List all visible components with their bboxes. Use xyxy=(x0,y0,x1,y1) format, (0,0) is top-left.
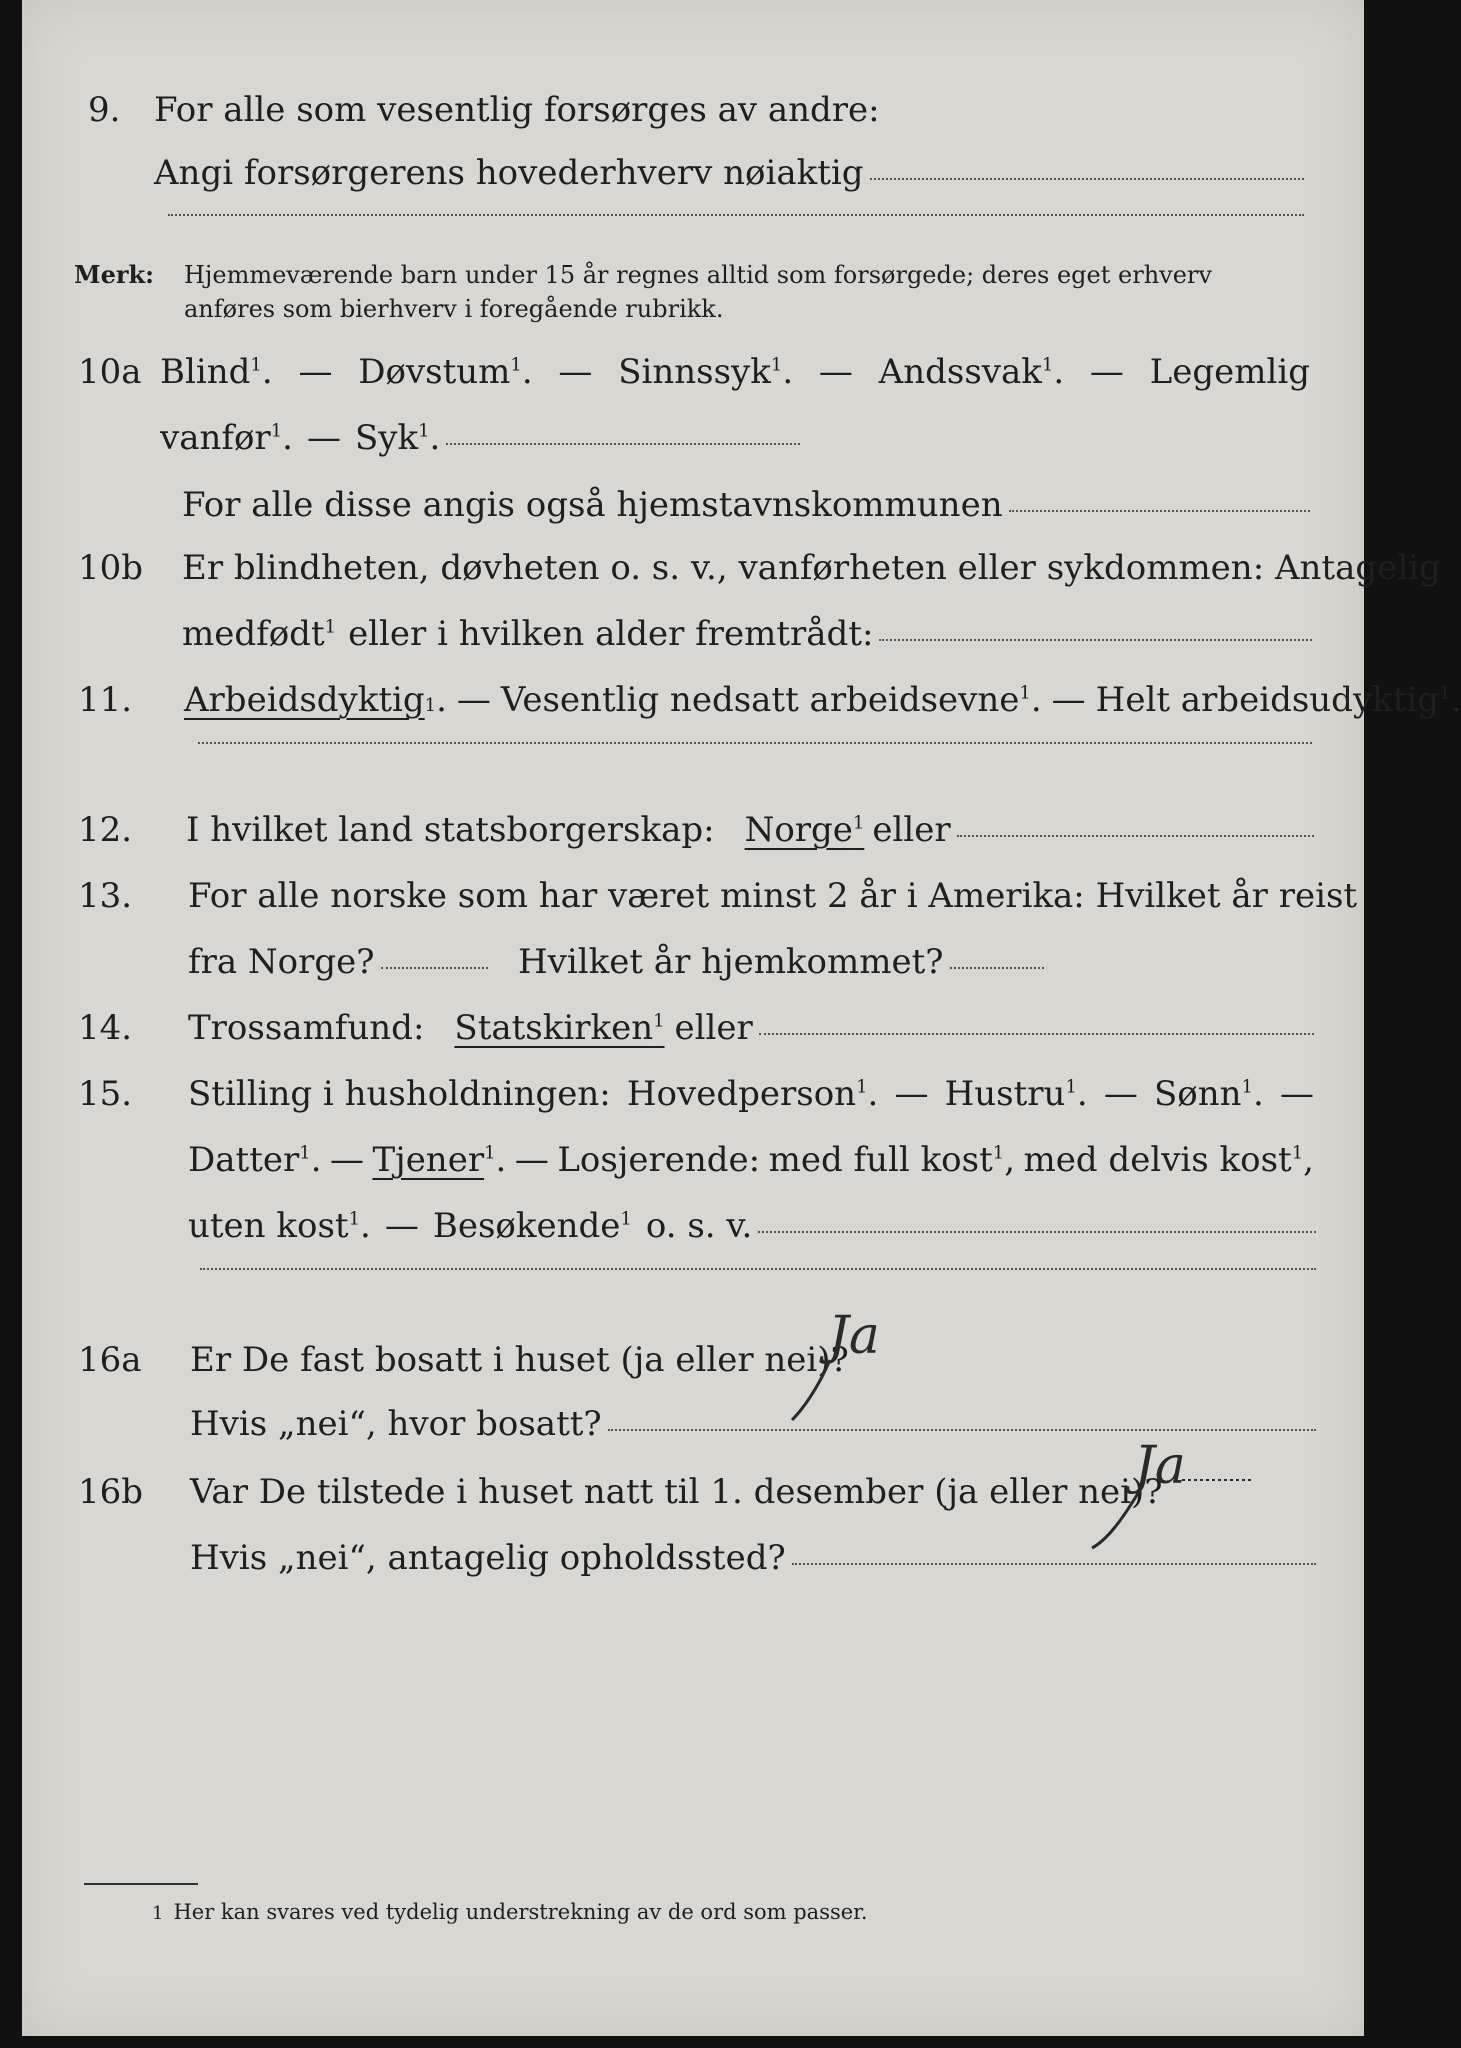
separator: — xyxy=(1051,680,1086,720)
option-statskirken-selected[interactable]: Statskirken$^1$ xyxy=(454,1008,665,1048)
q16b-prompt: Hvis „nei“, antagelig opholdssted? xyxy=(190,1538,786,1578)
footnote: 1 Her kan svares ved tydelig understrekning av de ord som passer. xyxy=(152,1892,868,1932)
option-legemlig[interactable]: Legemlig xyxy=(1149,352,1310,392)
separator: — xyxy=(329,1140,364,1180)
option-medfodt[interactable]: medfødt$^1$ xyxy=(182,614,337,654)
option-syk[interactable]: Syk$^1$. xyxy=(354,418,441,458)
q12-number: 12. xyxy=(78,810,133,850)
separator: — xyxy=(298,352,333,392)
q9-prompt: Angi forsørgerens hovederhverv nøiaktig xyxy=(154,153,864,193)
q14-eller: eller xyxy=(674,1008,753,1048)
q15-number: 15. xyxy=(78,1074,133,1114)
q12-question: I hvilket land statsborgerskap: xyxy=(186,810,715,850)
q10a-hjemstavn-prompt: For alle disse angis også hjemstavnskommunen xyxy=(182,485,1003,525)
handwriting-strokes xyxy=(22,0,1364,2036)
option-blind[interactable]: Blind$^1$. xyxy=(160,352,273,392)
separator: — xyxy=(1089,352,1124,392)
option-besokende[interactable]: Besøkende$^1$ xyxy=(432,1206,632,1246)
q9-number: 9. xyxy=(88,90,121,130)
separator: — xyxy=(894,1074,929,1114)
option-sonn[interactable]: Sønn$^1$. xyxy=(1153,1074,1264,1114)
option-nedsatt-arbeidsevne[interactable]: Vesentlig nedsatt arbeidsevne$^1$. xyxy=(500,680,1042,720)
option-vanfor[interactable]: vanfør$^1$. xyxy=(160,418,293,458)
option-datter[interactable]: Datter$^1$. xyxy=(188,1140,322,1180)
q12-eller: eller xyxy=(872,810,951,850)
merk-text-1: Hjemmeværende barn under 15 år regnes alltid som forsørgede; deres eget erhverv xyxy=(184,261,1212,289)
q9-question: For alle som vesentlig forsørges av andre: xyxy=(154,90,880,130)
merk-text-2: anføres som bierhverv i foregående rubrikk. xyxy=(184,295,724,323)
q14-number: 14. xyxy=(78,1008,133,1048)
separator: — xyxy=(306,418,341,458)
q16a-question: Er De fast bosatt i huset (ja eller nei)? xyxy=(190,1340,849,1380)
q10a-number: 10a xyxy=(78,352,142,392)
option-arbeidsdyktig-selected[interactable]: Arbeidsdyktig xyxy=(184,680,425,720)
q16a-number: 16a xyxy=(78,1340,142,1380)
q16b-handwritten-answer[interactable]: Ja xyxy=(1134,1436,1186,1496)
separator: — xyxy=(456,680,491,720)
option-delvis-kost[interactable]: med delvis kost$^1$, xyxy=(1023,1140,1314,1180)
q13-hjemkommet-prompt: Hvilket år hjemkommet? xyxy=(518,942,944,982)
option-sinnssyk[interactable]: Sinnssyk$^1$. xyxy=(618,352,794,392)
q13-number: 13. xyxy=(78,876,133,916)
footnote-text: Her kan svares ved tydelig understrekning av de ord som passer. xyxy=(173,1900,868,1924)
separator: — xyxy=(818,352,853,392)
q15-lead: Stilling i husholdningen: xyxy=(188,1074,611,1114)
q10b-prompt: eller i hvilken alder fremtrådt: xyxy=(348,614,874,654)
separator: — xyxy=(558,352,593,392)
option-dovstum[interactable]: Døvstum$^1$. xyxy=(358,352,533,392)
q10b-question: Er blindheten, døvheten o. s. v., vanførheten eller sykdommen: Antagelig xyxy=(182,548,1441,588)
q13-reist-prompt: fra Norge? xyxy=(188,942,375,982)
q10b-number: 10b xyxy=(78,548,144,588)
q16b-number: 16b xyxy=(78,1472,144,1512)
q14-question: Trossamfund: xyxy=(188,1008,425,1048)
separator: — xyxy=(514,1140,549,1180)
option-hustru[interactable]: Hustru$^1$. xyxy=(944,1074,1088,1114)
option-hovedperson[interactable]: Hovedperson$^1$. xyxy=(626,1074,879,1114)
separator: — xyxy=(384,1206,419,1246)
census-form-page xyxy=(22,0,1461,2036)
separator: — xyxy=(1279,1074,1314,1114)
q16a-handwritten-answer[interactable]: Ja xyxy=(828,1306,880,1366)
merk-label: Merk: xyxy=(74,260,154,289)
option-full-kost[interactable]: med full kost$^1$, xyxy=(768,1140,1016,1180)
option-uten-kost[interactable]: uten kost$^1$. xyxy=(188,1206,371,1246)
option-losjerende[interactable]: Losjerende: xyxy=(557,1140,761,1180)
separator: — xyxy=(1103,1074,1138,1114)
option-arbeidsudyktig[interactable]: Helt arbeidsudyktig$^1$. xyxy=(1095,680,1461,720)
q13-question: For alle norske som har været minst 2 år i Amerika: Hvilket år reist xyxy=(188,876,1358,916)
q16a-prompt: Hvis „nei“, hvor bosatt? xyxy=(190,1404,602,1444)
q15-osv: o. s. v. xyxy=(645,1206,753,1246)
q11-number: 11. xyxy=(78,680,133,720)
option-tjener-selected[interactable]: Tjener$^1$. xyxy=(372,1140,507,1180)
option-andssvak[interactable]: Andssvak$^1$. xyxy=(878,352,1065,392)
q16b-question: Var De tilstede i huset natt til 1. desember (ja eller nei)? xyxy=(190,1472,1163,1512)
q11-options: Arbeidsdyktig 1 . — Vesentlig nedsatt arbeidsevne$^1$. — Helt arbeidsudyktig$^1$. xyxy=(184,680,1461,720)
option-norge-selected[interactable]: Norge$^1$ xyxy=(744,810,865,850)
